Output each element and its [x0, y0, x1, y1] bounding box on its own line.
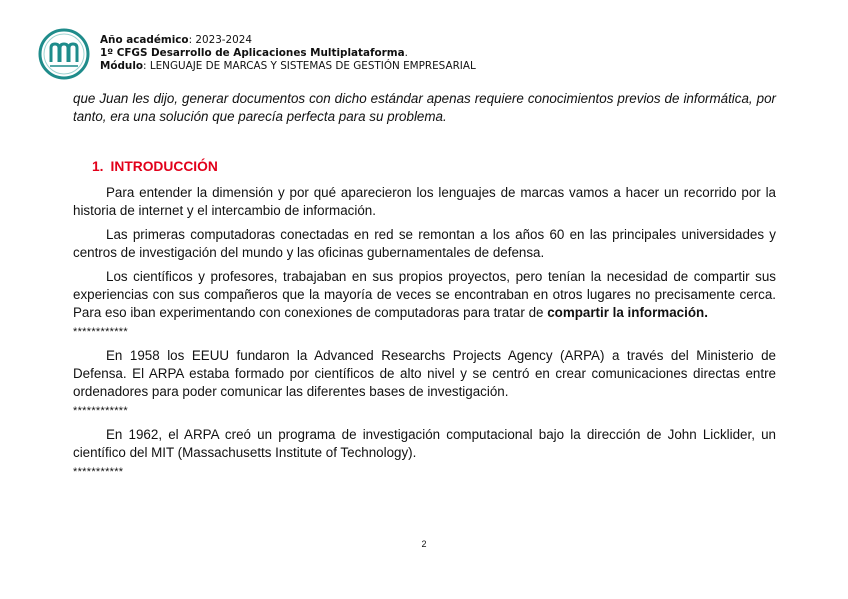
paragraph-5: En 1962, el ARPA creó un programa de investigación computacional bajo la dirección de John Licklider, un científico del MIT (Massachusetts Institute of Technology).: [73, 427, 776, 460]
paragraph-2: Las primeras computadoras conectadas en red se remontan a los años 60 en las principales universidades y centros de investigación del mundo y las oficinas gubernamentales de defensa.: [73, 227, 776, 260]
module-label: Módulo: [100, 60, 144, 72]
intro-italic-paragraph: que Juan les dijo, generar documentos con dicho estándar apenas requiere conocimientos previos de informática, por tanto, era una solución que parecía perfecta para su problema.: [73, 91, 776, 124]
paragraph-1: Para entender la dimensión y por qué aparecieron los lenguajes de marcas vamos a hacer un recorrido por la historia de internet y el intercambio de información.: [73, 185, 776, 218]
academic-year-value: : 2023-2024: [188, 34, 253, 46]
academic-year-label: Año académico: [100, 34, 189, 46]
separator-2: ************: [73, 405, 128, 417]
academic-year-line: [100, 34, 476, 47]
separator-1: ************: [73, 326, 128, 338]
module-line: [100, 60, 476, 73]
section-number: 1.: [92, 159, 104, 174]
course-suffix: .: [404, 47, 408, 59]
document-body: [73, 90, 776, 479]
paragraph-3-bold: compartir la información.: [547, 305, 708, 320]
page-header: [38, 26, 808, 78]
paragraph-4: En 1958 los EEUU fundaron la Advanced Researchs Projects Agency (ARPA) a través del Ministerio de Defensa. El ARPA estaba formado por científicos de alto nivel y se centró en crear comunicaciones directas entre ordenadores para poder comunicar las diferentes bases de investigación.: [73, 348, 776, 399]
separator-3: ***********: [73, 466, 124, 478]
module-value: : LENGUAJE DE MARCAS Y SISTEMAS DE GESTIÓN EMPRESARIAL: [143, 60, 476, 72]
section-title: INTRODUCCIÓN: [110, 159, 218, 174]
course-title: 1º CFGS Desarrollo de Aplicaciones Multiplataforma: [100, 47, 405, 59]
paragraph-3: [73, 268, 776, 322]
page-number: 2: [421, 539, 427, 549]
section-heading: [92, 158, 776, 176]
course-line: [100, 47, 476, 60]
paragraph-3-text: Los científicos y profesores, trabajaban en sus propios proyectos, pero tenían la necesidad de compartir sus experiencias con sus compañeros que la mayoría de veces se encontraban en otros lugares no precisamente cerca. Para eso iban experimentando con conexiones de computadoras para tratar de: [73, 269, 776, 320]
school-logo: [38, 28, 90, 80]
header-info: [100, 34, 476, 73]
